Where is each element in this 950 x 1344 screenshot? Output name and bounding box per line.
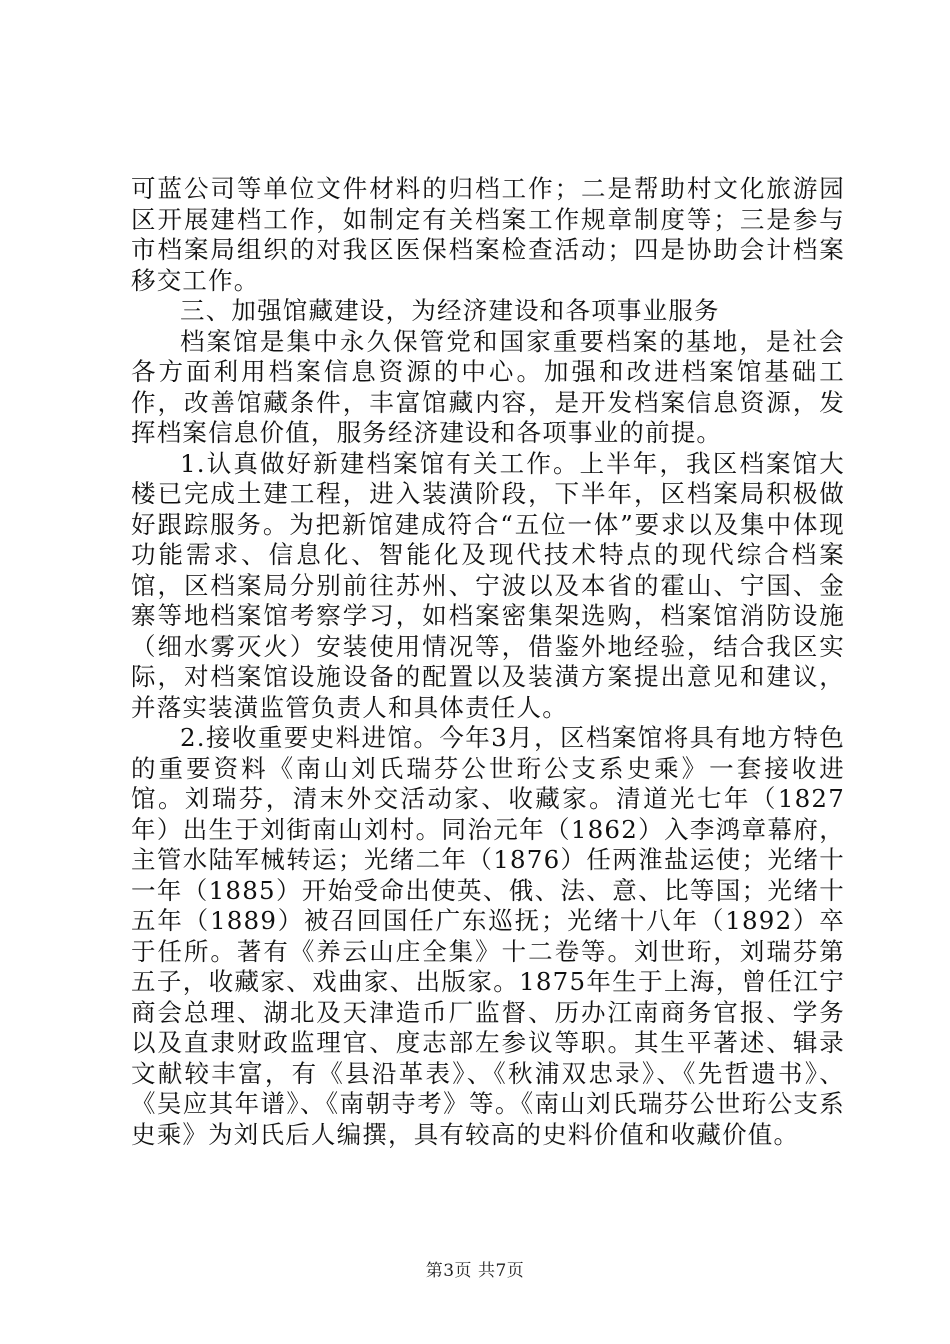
paragraph-archive-intro: 档案馆是集中永久保管党和国家重要档案的基地，是社会各方面利用档案信息资源的中心。加强和改进档案馆基础工作，改善馆藏条件，丰富馆藏内容，是开发档案信息资源，发挥档案信息价值，服务经济建设和各项事业的前提。 <box>131 326 845 447</box>
paragraph-item-2: 2.接收重要史料进馆。今年3月，区档案馆将具有地方特色的重要资料《南山刘氏瑞芬公世珩公支系史乘》一套接收进馆。刘瑞芬，清末外交活动家、收藏家。清道光七年（1827年）出生于刘街南山刘村。同治元年（1862）入李鸿章幕府，主管水陆军械转运；光绪二年（1876）任两淮盐运使；光绪十一年（1885）开始受命出使英、俄、法、意、比等国；光绪十五年（1889）被召回国任广东巡抚；光绪十八年（1892）卒于任所。著有《养云山庄全集》十二卷等。刘世珩，刘瑞芬第五子，收藏家、戏曲家、出版家。1875年生于上海，曾任江宁商会总理、湖北及天津造币厂监督、历办江南商务官报、学务以及直隶财政监理官、度志部左参议等职。其生平著述、辑录文献较丰富，有《县沿革表》、《秋浦双忠录》、《先哲遗书》、《吴应其年谱》、《南朝寺考》等。《南山刘氏瑞芬公世珩公支系史乘》为刘氏后人编撰，具有较高的史料价值和收藏价值。 <box>131 723 845 1149</box>
page-number-footer: 第3页 共7页 <box>425 1261 525 1281</box>
document-body <box>131 174 845 1150</box>
paragraph-continuation: 可蓝公司等单位文件材料的归档工作；二是帮助村文化旅游园区开展建档工作，如制定有关档案工作规章制度等；三是参与市档案局组织的对我区医保档案检查活动；四是协助会计档案移交工作。 <box>131 174 845 295</box>
section-heading: 三、加强馆藏建设，为经济建设和各项事业服务 <box>180 296 720 325</box>
paragraph-item-1: 1.认真做好新建档案馆有关工作。上半年，我区档案馆大楼已完成土建工程，进入装潢阶段，下半年，区档案局积极做好跟踪服务。为把新馆建成符合“五位一体”要求以及集中体现功能需求、信息化、智能化及现代技术特点的现代综合档案馆，区档案局分别前往苏州、宁波以及本省的霍山、宁国、金寨等地档案馆考察学习，如档案密集架选购，档案馆消防设施（细水雾灭火）安装使用情况等，借鉴外地经验，结合我区实际，对档案馆设施设备的配置以及装潢方案提出意见和建议，并落实装潢监管负责人和具体责任人。 <box>131 448 845 722</box>
